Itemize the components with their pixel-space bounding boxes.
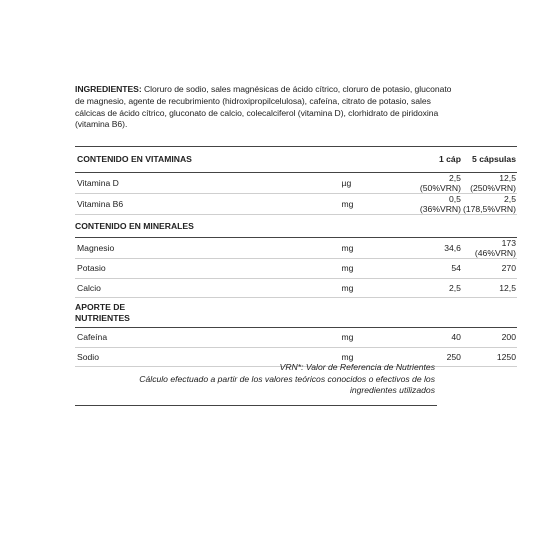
nutrients-section-row (75, 298, 517, 328)
table-row-potasio (75, 259, 517, 279)
row-name: Sodio (75, 347, 342, 367)
table-row-vitamina-b6 (75, 194, 517, 215)
row-value-1: 0,5 (36%VRN) (419, 194, 461, 214)
table-row-vitamina-d (75, 173, 517, 194)
row-unit: mg (342, 278, 420, 298)
footnotes (95, 362, 435, 397)
row-value-1: 40 (420, 328, 463, 348)
row-unit: mg (342, 259, 420, 279)
row-value-5: 12,5 (463, 278, 517, 298)
table-row-cafeina (75, 328, 517, 348)
row-name: Vitamina B6 (75, 194, 342, 215)
row-value-1: 250 (420, 347, 463, 367)
row-name: Calcio (75, 278, 342, 298)
row-value-1: 2,5 (420, 278, 463, 298)
ingredients-paragraph (75, 84, 455, 131)
row-value-5: 270 (463, 259, 517, 279)
row-unit: µg (342, 173, 420, 194)
bottom-divider (75, 405, 437, 406)
ingredients-text: Cloruro de sodio, sales magnésicas de ácido cítrico, cloruro de potasio, gluconato de magnesio, agente de recubrimiento (hidroxipropilcelulosa), cafeína, citrato de potasio, sales cálcicas de ácido cítrico, gluconato de calcio, colecalciferol (vitamina D), clorhidrato de piridoxina (vitamina B6). (75, 84, 452, 130)
calculation-note: Cálculo efectuado a partir de los valores teóricos conocidos o efectivos de los ingredientes utilizados (139, 373, 435, 396)
table-row-magnesio (75, 238, 517, 259)
column-header-1-cap: 1 cáp (420, 147, 463, 173)
row-value-1: 2,5 (50%VRN) (419, 173, 461, 193)
row-value-5: 12,5 (250%VRN) (463, 173, 517, 194)
row-name: Vitamina D (75, 173, 342, 194)
row-value-1: 34,6 (420, 238, 463, 259)
ingredients-label: INGREDIENTES: (75, 84, 142, 94)
row-name: Magnesio (75, 238, 342, 259)
nutrition-table (75, 146, 517, 367)
vitamins-section-title: CONTENIDO EN VITAMINAS (75, 147, 342, 173)
row-value-5: 200 (463, 328, 517, 348)
row-unit: mg (342, 238, 420, 259)
row-name: Potasio (75, 259, 342, 279)
vrn-note: VRN*: Valor de Referencia de Nutrientes (279, 362, 435, 372)
table-row-calcio (75, 278, 517, 298)
row-name: Cafeína (75, 328, 342, 348)
nutrients-section-title: APORTE DE NUTRIENTES (75, 298, 420, 328)
row-value-5: 173 (46%VRN) (463, 238, 517, 259)
minerals-section-title: CONTENIDO EN MINERALES (75, 215, 517, 238)
column-header-5-capsulas: 5 cápsulas (463, 147, 517, 173)
minerals-section-row (75, 215, 517, 238)
row-unit: mg (342, 194, 420, 215)
row-unit: mg (342, 328, 420, 348)
table-header-row (75, 147, 517, 173)
row-value-5: 1250 (463, 347, 517, 367)
row-value-1: 54 (420, 259, 463, 279)
row-value-5: 2,5 (178,5%VRN) (462, 194, 516, 214)
row-unit: mg (342, 347, 420, 367)
